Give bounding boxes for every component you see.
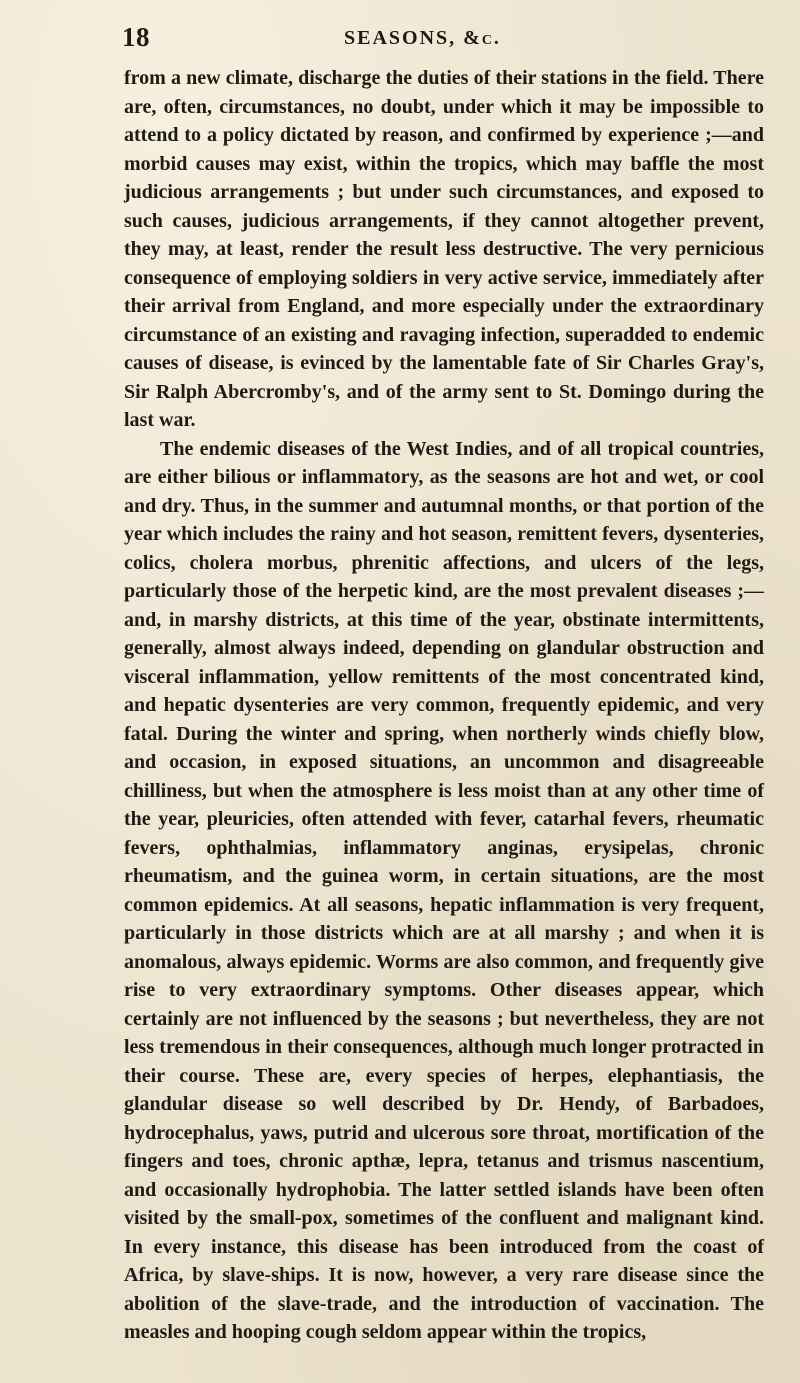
body-text: [124, 64, 764, 1347]
page-header: [122, 12, 762, 62]
paragraph-1: from a new climate, discharge the duties of their stations in the field. There are, often, circumstances, no doubt, under which it may be impossible to attend to a policy dictated by reason, and confirmed by experience ;—and morbid causes may exist, within the tropics, which may baffle the most judicious arrangements ; but under such circumstances, and exposed to such causes, judicious arrangements, if they cannot altogether prevent, they may, at least, render the result less destructive. The very pernicious consequence of employing soldiers in very active service, immediately after their arrival from England, and more especially under the extraordinary circumstance of an existing and ravaging infection, superadded to endemic causes of disease, is evinced by the lamentable fate of Sir Charles Gray's, Sir Ralph Abercromby's, and of the army sent to St. Domingo during the last war.: [124, 67, 764, 431]
page-number: 18: [122, 22, 150, 52]
running-head: SEASONS, &c.: [344, 27, 501, 49]
paragraph-2: The endemic diseases of the West Indies, and of all tropical countries, are either bilious or inflammatory, as the seasons are hot and wet, or cool and dry. Thus, in the summer and autumnal months, or that portion of the year which includes the rainy and hot season, remittent fevers, dysenteries, colics, cholera morbus, phrenitic affections, and ulcers of the legs, particularly those of the herpetic kind, are the most prevalent diseases ;—and, in marshy districts, at this time of the year, obstinate intermittents, generally, almost always indeed, depending on glandular obstruction and visceral inflammation, yellow remittents of the most concentrated kind, and hepatic dysenteries are very common, frequently epidemic, and very fatal. During the winter and spring, when northerly winds chiefly blow, and occasion, in exposed situations, an uncommon and disagreeable chilliness, but when the atmosphere is less moist than at any other time of the year, pleuricies, often attended with fever, catarhal fevers, rheumatic fevers, ophthalmias, inflammatory anginas, erysipelas, chronic rheumatism, and the guinea worm, in certain situations, are the most common epidemics. At all seasons, hepatic inflammation is very frequent, particularly in those districts which are at all marshy ; and when it is anomalous, always epidemic. Worms are also common, and frequently give rise to very extraordinary symptoms. Other diseases appear, which certainly are not influenced by the seasons ; but nevertheless, they are not less tremendous in their consequences, although much longer protracted in their course. These are, every species of herpes, elephantiasis, the glandular disease so well described by Dr. Hendy, of Barbadoes, hydrocephalus, yaws, putrid and ulcerous sore throat, mortification of the fingers and toes, chronic apthæ, lepra, tetanus and trismus nascentium, and occasionally hydrophobia. The latter settled islands have been often visited by the small-pox, sometimes of the confluent and malignant kind. In every instance, this disease has been introduced from the coast of Africa, by slave-ships. It is now, however, a very rare disease since the abolition of the slave-trade, and the introduction of vaccination. The measles and hooping cough seldom appear within the tropics,: [124, 437, 764, 1343]
